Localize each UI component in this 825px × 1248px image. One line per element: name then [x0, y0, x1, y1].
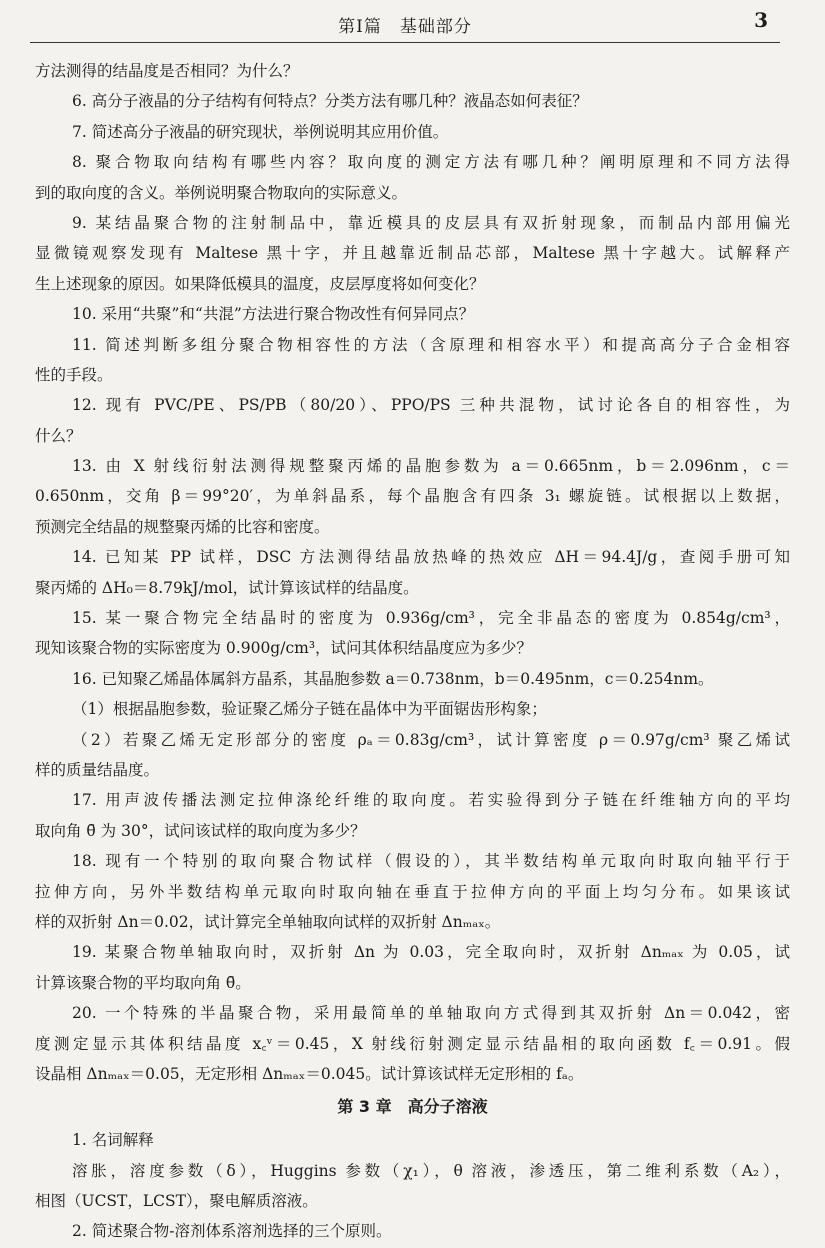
text-line: 18. 现有一个特别的取向聚合物试样（假设的），其半数结构单元取向时取向轴平行于 — [72, 852, 790, 871]
page-number: 3 — [754, 8, 768, 32]
text-line: 显微镜观察发现有 Maltese 黑十字，并且越靠近制品芯部，Maltese 黑十字越大。试解释产 — [35, 244, 790, 263]
text-line: 0.650nm，交角 β＝99°20′，为单斜晶系，每个晶胞含有四条 3₁ 螺旋链。试根据以上数据， — [35, 487, 790, 506]
text-line: 预测完全结晶的规整聚丙烯的比容和密度。 — [35, 517, 330, 536]
text-line: 7. 简述高分子液晶的研究现状，举例说明其应用价值。 — [72, 122, 449, 141]
chapter-question-list — [35, 1125, 790, 1247]
text-line: 聚丙烯的 ΔH₀＝8.79kJ/mol，试计算该试样的结晶度。 — [35, 578, 419, 597]
text-line: 生上述现象的原因。如果降低模具的温度，皮层厚度将如何变化？ — [35, 274, 485, 293]
text-line: 到的取向度的含义。举例说明聚合物取向的实际意义。 — [35, 183, 408, 202]
text-line: 8. 聚合物取向结构有哪些内容？取向度的测定方法有哪几种？阐明原理和不同方法得 — [72, 153, 790, 172]
text-line: 17. 用声波传播法测定拉伸涤纶纤维的取向度。若实验得到分子链在纤维轴方向的平均 — [72, 791, 790, 810]
text-line: 设晶相 Δnₘₐₓ＝0.05，无定形相 Δnₘₐₓ＝0.045。试计算该试样无定形相的 fₐ。 — [35, 1064, 584, 1083]
text-line: 11. 简述判断多组分聚合物相容性的方法（含原理和相容水平）和提高高分子合金相容 — [72, 335, 790, 354]
text-line: 什么？ — [35, 426, 82, 445]
chapter-heading: 第 3 章 高分子溶液 — [337, 1097, 488, 1117]
text-line: 15. 某一聚合物完全结晶时的密度为 0.936g/cm³，完全非晶态的密度为 0.854g/cm³， — [72, 609, 790, 628]
page-header — [30, 0, 780, 43]
text-line: 6. 高分子液晶的分子结构有何特点？分类方法有哪几种？液晶态如何表征？ — [72, 92, 588, 111]
text-line: 19. 某聚合物单轴取向时，双折射 Δn 为 0.03，完全取向时，双折射 Δnₘₐₓ 为 0.05，试 — [72, 943, 790, 962]
text-line: 现知该聚合物的实际密度为 0.900g/cm³，试问其体积结晶度应为多少？ — [35, 639, 533, 658]
text-line: 度测定显示其体积结晶度 x꜀ᵛ＝0.45，X 射线衍射测定显示结晶相的取向函数 f꜀＝0.91。假 — [35, 1034, 790, 1053]
text-line: 相图（UCST，LCST），聚电解质溶液。 — [35, 1192, 318, 1211]
text-line: 10. 采用“共聚”和“共混”方法进行聚合物改性有何异同点？ — [72, 305, 475, 324]
text-line: 2. 简述聚合物-溶剂体系溶剂选择的三个原则。 — [72, 1222, 392, 1241]
page-body — [35, 56, 790, 1247]
running-header-title: 第Ⅰ篇 基础部分 — [338, 17, 472, 37]
text-line: （1）根据晶胞参数，验证聚乙烯分子链在晶体中为平面锯齿形构象； — [72, 700, 547, 719]
text-line: 样的质量结晶度。 — [35, 760, 160, 779]
text-line: 9. 某结晶聚合物的注射制品中，靠近模具的皮层具有双折射现象，而制品内部用偏光 — [72, 213, 790, 232]
text-line: 14. 已知某 PP 试样，DSC 方法测得结晶放热峰的热效应 ΔH＝94.4J/g，查阅手册可知 — [72, 548, 790, 567]
text-line: 溶胀，溶度参数（δ），Huggins 参数（χ₁），θ 溶液，渗透压，第二维利系数（A₂）， — [72, 1161, 790, 1180]
text-line: 计算该聚合物的平均取向角 θ̄。 — [35, 973, 251, 992]
question-list — [35, 56, 790, 1089]
text-line: 1. 名词解释 — [72, 1131, 154, 1150]
text-line: 13. 由 X 射线衍射法测得规整聚丙烯的晶胞参数为 a＝0.665nm，b＝2.096nm，c＝ — [72, 457, 790, 476]
text-line: 拉伸方向，另外半数结构单元取向时取向轴在垂直于拉伸方向的平面上均匀分布。如果该试 — [35, 882, 790, 901]
text-line: 20. 一个特殊的半晶聚合物，采用最简单的单轴取向方式得到其双折射 Δn＝0.042，密 — [72, 1004, 790, 1023]
text-line: 取向角 θ̄ 为 30°，试问该试样的取向度为多少？ — [35, 821, 366, 840]
text-line: 12. 现有 PVC/PE、PS/PB（80/20）、PPO/PS 三种共混物，试讨论各自的相容性，为 — [72, 396, 790, 415]
text-line: （2）若聚乙烯无定形部分的密度 ρₐ＝0.83g/cm³，试计算密度 ρ＝0.97g/cm³ 聚乙烯试 — [72, 730, 790, 749]
text-line: 性的手段。 — [35, 365, 113, 384]
text-line: 样的双折射 Δn＝0.02，试计算完全单轴取向试样的双折射 Δnₘₐₓ。 — [35, 912, 501, 931]
text-line: 16. 已知聚乙烯晶体属斜方晶系，其晶胞参数 a＝0.738nm，b＝0.495nm，c＝0.254nm。 — [72, 669, 714, 688]
text-line: 方法测得的结晶度是否相同？为什么？ — [35, 62, 299, 80]
